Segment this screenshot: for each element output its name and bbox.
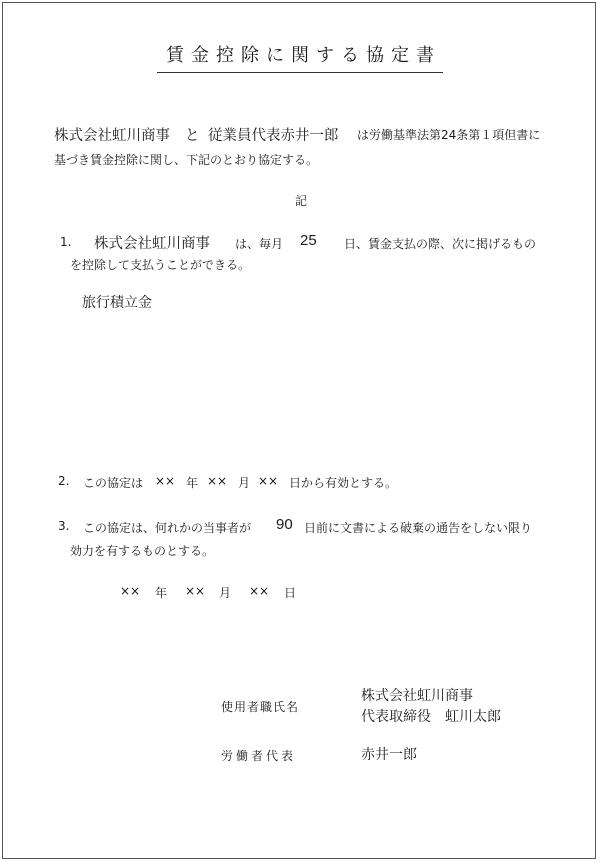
item2-year: 年	[186, 476, 199, 490]
item1-text-a: は、毎月	[235, 237, 284, 251]
item3-number: 3.	[58, 519, 70, 533]
item3-text-b: 日前に文書による破棄の通告をしない限り	[304, 521, 533, 535]
date-x3: ××	[249, 584, 270, 598]
date-day: 日	[284, 586, 297, 600]
employer-company: 株式会社虹川商事	[361, 688, 473, 704]
item2-month: 月	[238, 476, 251, 490]
ki-heading: 記	[295, 194, 308, 208]
preamble-company: 株式会社虹川商事	[54, 128, 170, 144]
preamble-employee-rep: 従業員代表赤井一郎	[208, 128, 339, 144]
item3-days: 90	[276, 516, 293, 533]
item2-x1: ××	[155, 474, 176, 488]
item1-line2: を控除して支払うことができる。	[70, 258, 251, 272]
item2-x2: ××	[207, 474, 228, 488]
item3-text-a: この協定は、何れかの当事者が	[83, 521, 252, 535]
item2-x3: ××	[258, 474, 279, 488]
preamble-clause: は労働基準法第24条第１項但書に	[357, 128, 541, 142]
worker-label: 労働者代表	[221, 749, 297, 763]
item1-text-b: 日、賃金支払の際、次に掲げるもの	[344, 237, 537, 251]
worker-name: 赤井一郎	[361, 747, 417, 763]
date-month: 月	[219, 586, 232, 600]
employer-label: 使用者職氏名	[221, 700, 300, 714]
item1-deduction: 旅行積立金	[82, 295, 152, 311]
item1-number: 1.	[60, 235, 72, 249]
item2-text-b: 日から有効とする。	[289, 476, 398, 490]
preamble-line2: 基づき賃金控除に関し、下記のとおり協定する。	[54, 153, 319, 167]
document-title: 賃金控除に関する協定書	[3, 41, 597, 73]
preamble-and: と	[185, 128, 200, 144]
item3-line2: 効力を有するものとする。	[70, 544, 215, 558]
date-x1: ××	[120, 584, 141, 598]
item2-number: 2.	[58, 474, 70, 488]
date-x2: ××	[185, 584, 206, 598]
item1-company: 株式会社虹川商事	[94, 236, 210, 252]
agreement-document	[2, 2, 596, 859]
item2-text-a: この協定は	[83, 476, 144, 490]
employer-person: 代表取締役 虹川太郎	[361, 709, 501, 725]
date-year: 年	[155, 586, 168, 600]
item1-day: 25	[300, 232, 317, 249]
